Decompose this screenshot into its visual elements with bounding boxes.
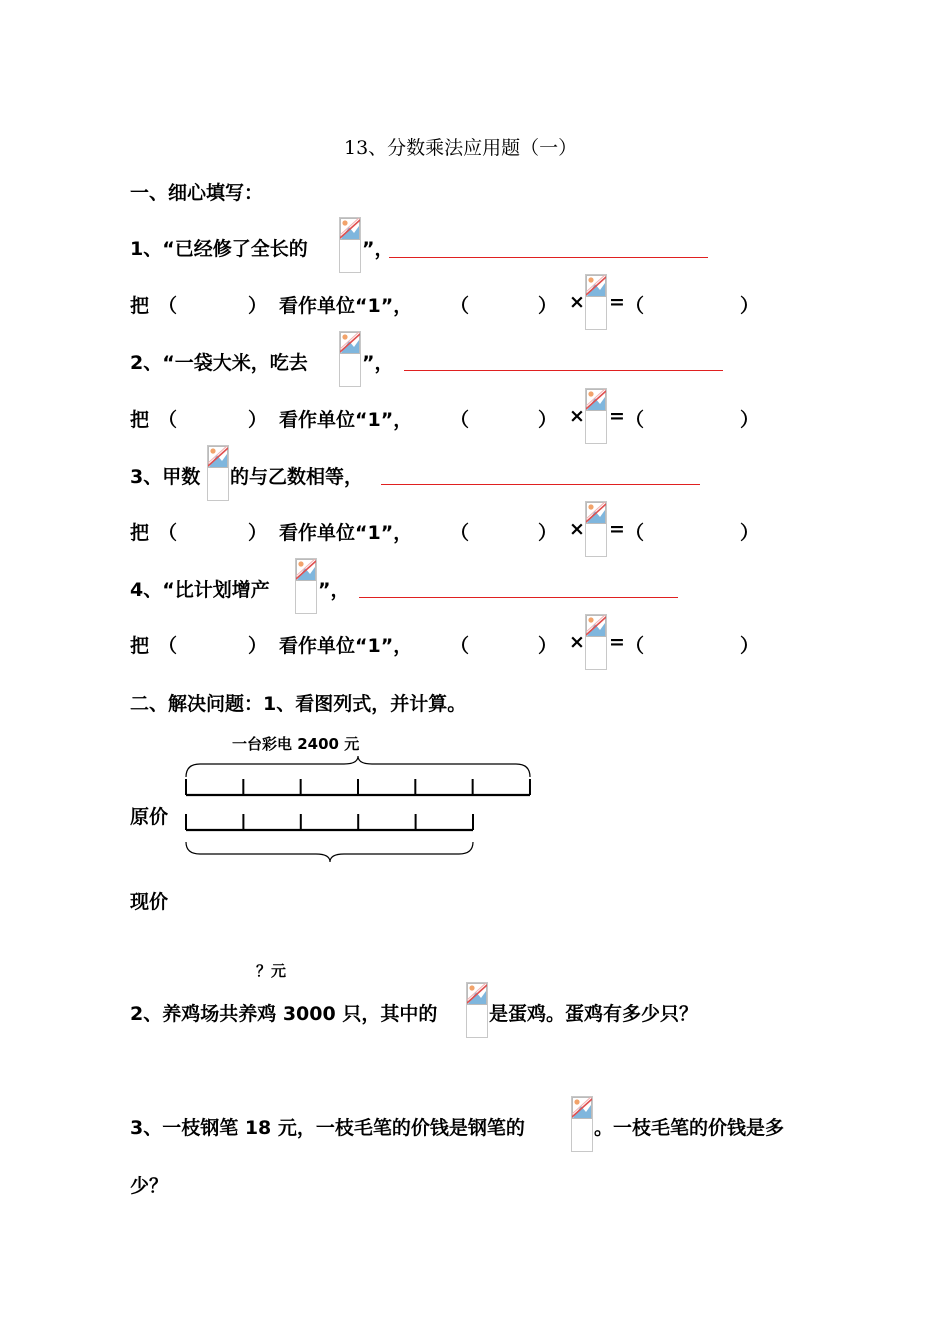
times-sign: × <box>569 405 585 427</box>
question-yuan-label: ？元 <box>256 962 287 980</box>
p2-prefix: 2、养鸡场共养鸡 3000 只，其中的 <box>130 1003 438 1025</box>
left-paren: （ <box>158 295 178 317</box>
ba-label: 把 <box>130 635 150 657</box>
q4-suffix: ”， <box>318 579 350 601</box>
right-paren: ） <box>538 295 558 317</box>
q1-suffix: ”， <box>362 238 394 260</box>
equals-sign: = <box>609 405 625 427</box>
right-paren: ） <box>538 522 558 544</box>
fraction-image-icon <box>466 982 488 1038</box>
ba-label: 把 <box>130 295 150 317</box>
q1-prefix: 1、“已经修了全长的 <box>130 238 308 260</box>
times-sign: × <box>569 631 585 653</box>
q4-prefix: 4、“比计划增产 <box>130 579 270 601</box>
unit-one-label: 看作单位“1”， <box>279 295 413 317</box>
fraction-image-icon <box>571 1096 593 1152</box>
unit-one-label: 看作单位“1”， <box>279 522 413 544</box>
right-paren: ） <box>248 522 268 544</box>
q3-prefix: 3、甲数 <box>130 466 201 488</box>
bottom-brace <box>186 842 473 862</box>
left-paren: （ <box>158 635 178 657</box>
diagram-top-label: 一台彩电 2400 元 <box>232 735 360 753</box>
unit-one-label: 看作单位“1”， <box>279 635 413 657</box>
section2-heading: 二、解决问题：1、看图列式，并计算。 <box>130 693 467 715</box>
right-paren: ） <box>248 635 268 657</box>
equals-sign: = <box>609 631 625 653</box>
page-title: 13、分数乘法应用题（一） <box>344 137 578 159</box>
current-price-ticks <box>186 814 473 830</box>
right-paren: ） <box>248 295 268 317</box>
left-paren: （ <box>450 295 470 317</box>
original-price-label: 原价 <box>130 806 169 828</box>
right-paren: ） <box>740 522 760 544</box>
p3-prefix: 3、一枝钢笔 18 元，一枝毛笔的价钱是钢笔的 <box>130 1117 525 1139</box>
original-price-ticks <box>186 779 530 795</box>
p2-suffix: 是蛋鸡。蛋鸡有多少只？ <box>489 1003 699 1025</box>
left-paren: （ <box>158 409 178 431</box>
q2-prefix: 2、“一袋大米，吃去 <box>130 352 308 374</box>
top-brace <box>186 756 530 777</box>
right-paren: ） <box>538 409 558 431</box>
left-paren: （ <box>158 522 178 544</box>
left-paren: （ <box>625 635 645 657</box>
right-paren: ） <box>740 635 760 657</box>
section1-heading: 一、细心填写： <box>130 182 264 204</box>
q2-suffix: ”， <box>362 352 394 374</box>
left-paren: （ <box>625 295 645 317</box>
left-paren: （ <box>625 522 645 544</box>
left-paren: （ <box>450 409 470 431</box>
ba-label: 把 <box>130 409 150 431</box>
times-sign: × <box>569 518 585 540</box>
ba-label: 把 <box>130 522 150 544</box>
right-paren: ） <box>740 295 760 317</box>
times-sign: × <box>569 291 585 313</box>
equals-sign: = <box>609 291 625 313</box>
p3-suffix: 。一枝毛笔的价钱是多 <box>594 1117 785 1139</box>
left-paren: （ <box>450 522 470 544</box>
equals-sign: = <box>609 518 625 540</box>
right-paren: ） <box>248 409 268 431</box>
q3-suffix: 的与乙数相等， <box>230 466 364 488</box>
p3-line2: 少？ <box>130 1175 169 1197</box>
left-paren: （ <box>625 409 645 431</box>
current-price-label: 现价 <box>130 891 169 913</box>
unit-one-label: 看作单位“1”， <box>279 409 413 431</box>
left-paren: （ <box>450 635 470 657</box>
right-paren: ） <box>538 635 558 657</box>
right-paren: ） <box>740 409 760 431</box>
